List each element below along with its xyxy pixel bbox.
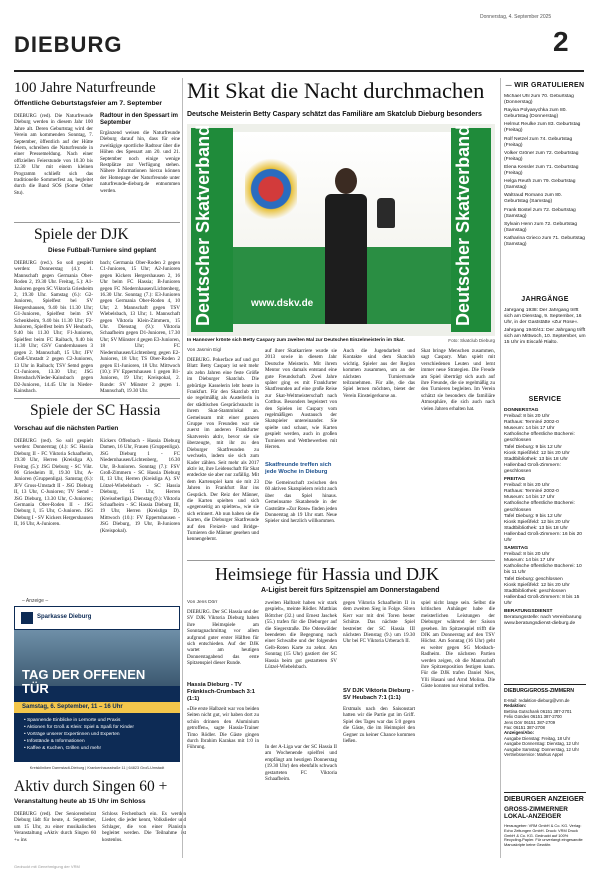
ad-item: • Vorträge unserer Expertinnen und Experten — [24, 732, 120, 737]
service-line: Kiosk Spießfeld: 12 bis 20 Uhr — [504, 582, 570, 588]
article-title: Heimsiege für Hassia und DJK — [215, 564, 439, 584]
lead-body-col2: auf ihrer Skatkarriere wurde sie 2013 sowie in diesem Jahr Deutsche Meisterin. Mit ihrem Mentor von damals entstand eine gute Freundschaft. Zwei Jahre später ging es mit Frankfurter Skatfreunden auf eine große Reise zur Skat-Weltmeisterschaft nach Cottbus. Besonders begeistert von den Spielen ist Caspary vom regelmäßigen Austausch der Skatspieler untereinander. Sie spielte und schaut, wie Karten gespielt werden, auch in großen Turnieren und Wettbewerben mit Herren. — [265, 348, 337, 451]
article-body: DIEBURG (red.). So soll gespielt werden: Donnerstag (4.): 1. Mannschaft gegen Germania Ober-Roden 2, 19.30 Uhr. Freitag, 5.): A1-Junioren gegen SC Viktoria Griesheim 2, 19.30 Uhr. Samstag (6.): G2-Junioren, Spielfest bei SV Hergershausen, 9.40 bis 11.30 Uhr; G1-Junioren, Spielfest beim SV Schenkheim, 9.40 bis 11.30 Uhr; F2-Junioren, Spielfest beim SV Heubach, 9.40 bis 11.30 Uhr; F1-Junioren, Spielfest beim FC Raibach, 9.40 bis 11.30 Uhr; GSV Gundernhausen 3 gegen 2. Mannschaft, 15 Uhr; JFV Groß-Umstadt 2 gegen C2-Junioren, 13 Uhr in Raibach; TSV Semd gegen C1-Junioren, 13.30 Uhr; JSG Brensbach/Nieder-Kainsbach gegen D2-Junioren, 14.45 Uhr in Nieder-Kainsbach. — [14, 260, 93, 394]
banner-right-text: Deutscher Skatverband — [453, 124, 473, 326]
article-title: Spiele der DJK — [34, 226, 129, 243]
byline: Von Jasmin Eigl — [187, 348, 222, 353]
contact-line: Bettina Gutschank 06151 387-2701 — [504, 708, 572, 714]
service-line: Freibad: 8 bis 20 Uhr — [504, 414, 550, 420]
ad-item: • Spannende Einblicke in Lernorte und Praxis — [24, 718, 121, 723]
ad-item: • Infostände & Informationen — [24, 739, 85, 744]
contact-line: Ausgabe Donnerstag: Dienstag, 12 Uhr — [504, 741, 580, 747]
service-line: DONNERSTAG — [504, 408, 539, 413]
side-headline: Radtour in den Spessart im September — [100, 113, 179, 126]
ad-label: – Anzeige – — [22, 598, 49, 604]
article-body-col2: Schloss Fechenbach ein. Es werden Lieder, die jeder kennt, Volkslieder und Schlager, die von einer Pianistin begleitet werden. Die Teilnahme ist kostenlos. — [102, 811, 186, 843]
list-item: Jahrgang 1938: Der Jahrgang trifft sich am Dienstag, 9. September, 16 Uhr, in der Gaststätte »Zur Rose«. — [504, 308, 582, 326]
divider — [187, 560, 495, 561]
divider — [504, 684, 586, 685]
list-item: Helga Reuth zum 79. Geburtstag (Samstag) — [504, 179, 576, 191]
service-list — [504, 408, 586, 678]
service-line: FREITAG — [504, 477, 526, 483]
column-divider — [182, 78, 183, 858]
service-line: Kiosk Spießfeld: 12 bis 20 Uhr — [504, 450, 570, 456]
article-heimsiege — [187, 564, 495, 862]
ad-date-bar — [14, 702, 180, 713]
redaktion-list — [504, 698, 586, 788]
contact-line: Fax: 06151 387-2708 — [504, 725, 545, 731]
article-naturfreunde — [14, 80, 180, 220]
service-line: Stadtbibliothek: 13 bis 18 Uhr — [504, 525, 568, 531]
ad-item: • Kaffee & Kuchen, Grillen und mehr — [24, 746, 102, 751]
lead-subtitle: Deutsche Meisterin Betty Caspary schätzt das Familiäre am Skatclub Dieburg besonders — [187, 111, 482, 118]
article-djk — [14, 226, 180, 396]
page-number: 2 — [553, 26, 569, 57]
article-body-col4: spiel nicht lange sein. Selbst die kritischen Anhänger habe die meisterlichen Leistungen der Dieburger während der Saison gesehen. Im Spitzenspiel trifft die DJK am Donnerstag auf den TSV Höchst. Am Sonntag (16 Uhr) geht es weiter gegen SG Mosbach-Radheim. Die nächsten Partien werden zeigen, ob die Mannschaft ihre Spitzenposition festigen kann. Für die DJK trafen Daniel Nies, Ylli Hasani und Arnd Molina. Die Gäste konnten nur einmal treffen. — [421, 600, 495, 690]
service-line: Katholische öffentliche Bücherei: geschlossen — [504, 501, 575, 513]
service-line: Museum: 14 bis 17 Uhr — [504, 495, 555, 501]
list-item: Jahrgang 1940/41: Der Jahrgang trifft sich am Mittwoch, 10. September, um 15 Uhr im Eiscafé Rialto. — [504, 328, 586, 346]
ad-date: Samstag, 6. September, 11 – 16 Uhr — [22, 704, 123, 710]
sidebar-header: JAHRGÄNGE — [521, 296, 569, 303]
contact-line: Jens Dörr 06151 387-2709 — [504, 719, 556, 725]
lead-body-col3: Auch die Jugendarbeit und Kontakte sind dem Skatclub wichtig. Spieler aus der Region kommen zusammen, um an der nächsten Turnierrunde teilzunehmen. Für alle, die das Spiel lernen möchten, bietet der Verein Einsteigerkurse an. — [343, 348, 415, 399]
article-hassia — [14, 402, 180, 592]
article-body-col2: Kickers Offenbach - Hassia Dieburg Damen, 16 Uhr, Frauen (Gruppenliga). JSG Dieburg 1 - FC Niedernhausen/Lichtenberg, 16.30 Uhr, B-Junioren. Sonntag (7.): FSV Groß-Zimmern - SC Hassia Dieburg II, 13 Uhr, Herren (Kreisliga A). SV Lützel-Wiebelsbach - SC Hassia Dieburg, 15 Uhr, Herren (Kreisoberliga). Dienstag (9.): Viktoria Schaafheim - SC Hassia Dieburg III, 19 Uhr, Herren (Kreisliga D). Mittwoch (10.): FV Eppertshausen - JSG Dieburg, 19 Uhr, B-Junioren (Kreispokal). — [100, 438, 180, 534]
article-title: 100 Jahre Naturfreunde — [14, 80, 156, 96]
service-line: Kiosk Spießfeld: 12 bis 20 Uhr — [504, 519, 570, 525]
list-item: Sylvain Henn zum 72. Geburtstag (Samstag) — [504, 221, 578, 233]
article-subtitle: Veranstaltung heute ab 15 Uhr im Schloss — [14, 798, 146, 805]
lead-article — [187, 78, 495, 564]
list-item: Michael Uhl zum 70. Geburtstag (Donnerstag) — [504, 94, 574, 106]
service-line: Hallenbad Groß-Zimmern: 16 bis 20 Uhr — [504, 531, 583, 543]
lead-title: Mit Skat die Nacht durchmachen — [187, 78, 485, 103]
service-line: Rathaus: Terminé 2002-0 — [504, 489, 559, 495]
congrats-list — [504, 94, 586, 284]
service-line: Freibad: 8 bis 20 Uhr — [504, 552, 550, 558]
service-line: BERATUNGSDIENST — [504, 609, 553, 614]
section-subhead: SV DJK Viktoria Dieburg - SV Heubach 7:1 (1:1) — [343, 688, 414, 701]
ad-headline: TAG DER OFFENEN TÜR — [22, 667, 146, 696]
service-line: Katholische öffentliche Bücherei: 10 bis 11 Uhr — [504, 564, 582, 576]
sidebar-header: SERVICE — [528, 396, 562, 403]
divider — [14, 398, 180, 399]
contact-line: Anzeigen/Abo: — [504, 730, 535, 736]
article-body-col2: zweiten Halbzeit haben wir stark gespielt«, meinte Rödler. Matthias Böttcher (32.) und Ernest Jaschek (55.) trafen für die Dieburger auf die Siegerstraße. Die Odenwälder beendeten die Begegnung nach einer Schwalbe und der folgenden Gelb-Roten Karte zu zehnt. Am Sonntag (15 Uhr) gastiert der SC Hassia beim gut gestarteten SV Lützel-Wiebelsbach. — [265, 600, 337, 671]
person-figure — [321, 168, 371, 324]
header-date: Donnerstag, 4. September 2025 — [480, 14, 552, 20]
contact-line: Ausgabe Samstag: Donnerstag, 12 Uhr — [504, 746, 580, 752]
banner-url: www.dskv.de — [251, 298, 314, 309]
service-line: Beratungsstelle: nach Vereinbarung — [504, 615, 582, 621]
list-item: Rolf Netzel zum 74. Geburtstag (Freitag) — [504, 136, 573, 148]
lead-body-col1: DIEBURG. Pokerface auf und gut Blatt: Betty Caspary ist seit mehr als zehn Jahren eine feste Größe im Dieburger Skatclub. Die gebürtige Kasselerin lebt heute in Frankfurt. Für den Skatclub tritt sie regelmäßig als Austellerin in der städtischen Gesprächsnacht in ihrem Skat-Stammlokal an. Gemeinsam mit einer ganzen Gruppe von Freunden war sie zuerst im anderen Frankfurter Skatverein aktiv, bevor sie sie überzeugte, mit ihr zu den Dieburger Skatfreunden zu wechseln, indem sie sich zum Kader zählen. Seit mehr als 2017 aktiv ist, ihre Leidenschaft für Skat entdeckte sie aber nur zufällig. Mit dem Kartenspiel kam sie mit 23 Jahren in Frankfurt Bar ins Gespräch. Der Reiz der Männer, die Karten spielten und sich »gegenseitig an spielten«, wie sie sich erinnert. Ab nun haben sie die Karten, die Dieburger Skatfreunde auf den Freizeit- und Bridge-Turnieren die Männer gesehen und kennengelernt. — [187, 357, 259, 543]
ad-box — [14, 606, 180, 774]
article-subtitle: A-Ligist bereit fürs Spitzenspiel am Donnerstagabend — [261, 587, 440, 594]
masthead-subtitle: GROSS-ZIMMERNER LOKAL-ANZEIGER — [504, 806, 568, 821]
article-title: Spiele der SC Hassia — [30, 402, 161, 419]
page-footer: Gedruckt mit Genehmigung der VRM — [14, 864, 80, 869]
section-title: DIEBURG — [14, 32, 123, 57]
cross-icon: — — [505, 83, 512, 89]
list-item: Frank Bostel zum 72. Geburtstag (Samstag) — [504, 207, 576, 219]
service-line: Freibad: 8 bis 20 Uhr — [504, 483, 550, 489]
photo-caption: In Hannover krönte sich Betty Caspary zum zweiten Mal zur Deutschen Einzelmeisterin im Skat. — [187, 338, 405, 343]
article-subtitle: Vorschau auf die nächsten Partien — [14, 425, 119, 432]
column-divider — [500, 78, 501, 858]
service-line: Tafel Dieburg: geschlossen — [504, 576, 563, 582]
service-line: Rathaus: Terminé 2002-0 — [504, 420, 559, 426]
banner-left-text: Deutscher Skatverband — [193, 124, 213, 326]
article-body-col2b: In der A-Liga war der SC Hassia II am Wochenende spielfrei und empfängt am heutigen Donnerstag (19.30 Uhr) den ebenfalls schwach gestarteten FC Viktoria Schaafheim. — [265, 744, 337, 783]
header-rule — [14, 70, 584, 72]
article-subtitle: Diese Fußball-Turniere sind geplant — [48, 247, 157, 254]
lead-body-col4: Skat bringe Menschen zusammen, sagt Caspary. Man spielt mit verschiedenen Leuten und lernt immer neue Strategien. Die Freude am Spiel überträgt sich auch auf ihre Freunde, die sie regelmäßig zu den Turnieren begleiten. Im Verein schätzt sie besonders die familiäre Atmosphäre, die sich auch nach vielen Jahren erhalten hat. — [421, 348, 495, 412]
ad-footer: Kreiskliniken Darmstadt-Dieburg | Krankenhausstraße 11 | 64823 Groß-Umstadt — [14, 762, 180, 774]
page-header — [0, 0, 598, 58]
contact-line: Redaktion: — [504, 703, 527, 709]
masthead-info: Herausgeber: VRM GmbH & Co. KG. Verlag: Echo Zeitungen GmbH. Druck: VRM Druck GmbH & Co. KG. Gedruckt auf 100% Recycling-Papier. Für unverlangt eingesandte Manuskripte keine Gewähr. — [504, 824, 583, 848]
article-subtitle: Öffentliche Geburtstagsfeier am 7. September — [14, 100, 163, 107]
masthead-title: DIEBURGER ANZEIGER — [504, 796, 584, 803]
service-line: Katholische öffentliche Bücherei: geschlossen — [504, 432, 575, 444]
ad-org: Sparkasse Dieburg — [37, 614, 92, 620]
divider — [14, 222, 180, 223]
list-item: Rayisa Polyanychka zum 80. Geburtstag (Donnerstag) — [504, 108, 567, 120]
service-line: Tafel Dieburg: 9 bis 12 Uhr — [504, 513, 562, 519]
service-line: Tafel Dieburg: 9 bis 12 Uhr — [504, 444, 562, 450]
ad-items — [24, 717, 174, 752]
advertisement[interactable] — [14, 598, 180, 774]
article-body-col3: gegen Viktoria Schaafheim II in dem zweiten Sieg in Folge. Sören Kerr war mit drei Toren bester Schütze. Das nächste Spiel bestreitet der SC Hassia III nächsten Dienstag (9.) um 19.30 Uhr bei FC Viktoria Urberach II. — [343, 600, 415, 645]
section-subhead: Hassia Dieburg - TV Fränkisch-Crumbach 3:1 (1:1) — [187, 682, 255, 702]
lead-box-body: Die Gemeinschaft zwischen den 60 aktiven Skatspielern reicht auch über das Spiel hinaus. Gemeinsame Skatabende in der Gaststätte »Zur Rose« finden jeden Donnerstag ab 19 Uhr statt. Neue Spieler sind herzlich willkommen. — [265, 480, 337, 525]
article-body-col3b: Erstmals nach den Saisonstart hatten wir die Partie gut im Griff. Spiel des Tages war das 5:0 gegen die Gäste, die im Heimspiel den Gegner zu keiner Chance kommen ließen. — [343, 706, 415, 745]
service-line: Hallenbad Groß-Zimmern: geschlossen — [504, 462, 561, 474]
service-line: Stadtbibliothek: geschlossen — [504, 588, 566, 594]
contact-line: Ausgabe Dienstag: Freitag, 18 Uhr — [504, 735, 571, 741]
service-line: Museum: 14 bis 17 Uhr — [504, 558, 555, 564]
sidebar — [504, 78, 586, 862]
article-body: DIEBURG. Der SC Hassia und der SV DJK Viktoria Dieburg haben ihre Heimspiele am Sonntagnachmittag vor allem aufgrund guter erster Hälften für sich entschieden. Auf der DJK wartet am heutigen Donnerstagabend das erste Spitzenspiel dieser Runde. — [187, 609, 259, 667]
contact-line[interactable]: E-Mail: redaktion-dieburg@vrm.de — [504, 698, 570, 703]
article-body-2: »Die erste Halbzeit war von beiden Seiten nicht gut, wir haben dort zu schön drinnen den Aluminium getroffen«, sagte Hassia-Trainer Timo Rödler. Die Gäste gingen durch Ibrahim Karakas mit 1:0 in Führung. — [187, 706, 259, 751]
article-body: DIEBURG (red). Die Naturfreunde Dieburg werden in diesem Jahr 100 Jahre alt. Deren Geburtstag wird der Verein am kommenden Sonntag, 7. September, öffentlich auf der Hütte feiern, schreiben die Naturfreunde in einer Pressemeldung. Nach einer offiziellen Feierstunde von 10.30 bis 12.30 Uhr mit einem kleinen Programm schließt sich das traditionelle Sommerfest an, begleitet durch die Band SOS (Some Other Stu). — [14, 113, 93, 196]
contact-line: Felix Gündes 06151 387-2700 — [504, 714, 562, 720]
service-line: SAMSTAG — [504, 546, 529, 552]
list-item: Waltraud Romano zum 80. Geburtstag (Samstag) — [504, 193, 562, 205]
article-body-col2: bach; Germania Ober-Roden 2 gegen C1-Junioren, 15 Uhr; A2-Junioren gegen Kickers Hergershausen 2, 16 Uhr beim FC Hassia; B-Junioren gegen FC Niedernhausen/Lichtenberg, 16.30 Uhr. Sonntag (7.): E3-Junioren gegen Germania Ober-Roden 4, 10 Uhr; 2. Mannschaft gegen TSV Wiebelsbach, 13 Uhr; 1. Mannschaft gegen Viktoria Klein-Zimmern, 15 Uhr. Dienstag (9.): Viktoria Schaafheim gegen D1-Junioren, 17.30 Uhr; SV Münster 4 gegen E3-Junioren, 18 Uhr; FC Niedernhausen/Lichtenberg gegen E2-Junioren, 18 Uhr; TS Ober-Roden 2 gegen E1-Junioren, 18 Uhr. Mittwoch (10.): FV Eppertshausen 1 gegen B1-Junioren, 19 Uhr; Kreispokal, 2. Runde: SV Münster 2 gegen 1. Mannschaft, 19.30 Uhr. — [100, 260, 180, 394]
sidebar-header: — WIR GRATULIEREN — [505, 82, 585, 89]
lead-box-title: Skatfreunde treffen sich jede Woche in Dieburg — [265, 462, 332, 475]
contact-line: Vertriebsservice: Markus Appel — [504, 752, 563, 758]
service-line[interactable]: www.beratungsdienst-dieburg.de — [504, 621, 576, 627]
ad-item: • Aktionen für Groß & Klein: Spiel & Spaß für Kinder — [24, 725, 134, 730]
article-body: DIEBURG (red). Der Seniorenbeirat Dieburg lädt für heute, 4. September, um 15 Uhr, zu einer musikalischen Veranstaltung »Aktiv durch Singen 60 +« ins — [14, 811, 96, 843]
side-body: Ergänzend weisen die Naturfreunde Dieburg darauf hin, dass für eine zweitägige sportliche Radtour über die Höhen des Spessart am 20. und 21. September noch einige wenige Restplätze zur Verfügung stehen. Nähere Informationen hierzu können der Homepage der Naturfreunde unter naturfreunde-dieburg.de entnommen werden. — [100, 130, 180, 194]
article-singen — [14, 778, 194, 868]
divider — [504, 792, 586, 793]
redaktion-header: DIEBURG/GROSS-ZIMMERN — [504, 688, 575, 694]
person-body — [325, 194, 367, 324]
person-head — [335, 168, 357, 194]
ad-logo-bar — [14, 606, 180, 630]
trophy — [377, 198, 395, 228]
list-item: Volker Gröner zum 72. Geburtstag (Freitag) — [504, 150, 579, 162]
service-line: Museum: 14 bis 17 Uhr — [504, 426, 555, 432]
list-item: Katharina Grieco zum 71. Geburtstag (Samstag) — [504, 235, 586, 247]
card-decoration — [245, 154, 297, 224]
list-item: Elena Kessler zum 71. Geburtstag (Freitag) — [504, 164, 579, 177]
article-body: DIEBURG (red). So soll gespielt werden: Donnerstag (4.): SC Hassia Dieburg II - FC Viktoria Schaafheim, 19.30 Uhr, Herren (Kreisliga A). Freitag (5.): JSG Dieburg - SC Vikt. 06 Griesheim II, 19.30 Uhr, A-Junioren (Gruppenliga). Samstag (6.): JFV Gross-Umstadt II - JSG Dieburg II, 13 Uhr, C-Junioren; TV Semd - JSG Dieburg, 13.30 Uhr, C-Junioren; Germania Ober-Roden II - JSG Dieburg I, 15 Uhr, C-Junioren. JSG Dieburg I - SV Kickers Hergershausen II, 16 Uhr, A-Junioren. — [14, 438, 93, 528]
list-item: Helmut Reulke zum 83. Geburtstag (Freitag) — [504, 122, 581, 134]
years-list — [504, 308, 586, 388]
photo-credit: Foto: Skatclub Dieburg — [448, 338, 495, 343]
lead-photo — [187, 124, 495, 336]
service-line: Hallenbad Groß-Zimmern: 8 bis 15 Uhr — [504, 594, 580, 606]
article-title: Aktiv durch Singen 60 + — [14, 778, 168, 795]
service-line: Stadtbibliothek: 13 bis 18 Uhr — [504, 456, 568, 462]
logo-icon — [21, 612, 33, 624]
byline: Von Jens Dörr — [187, 600, 218, 605]
